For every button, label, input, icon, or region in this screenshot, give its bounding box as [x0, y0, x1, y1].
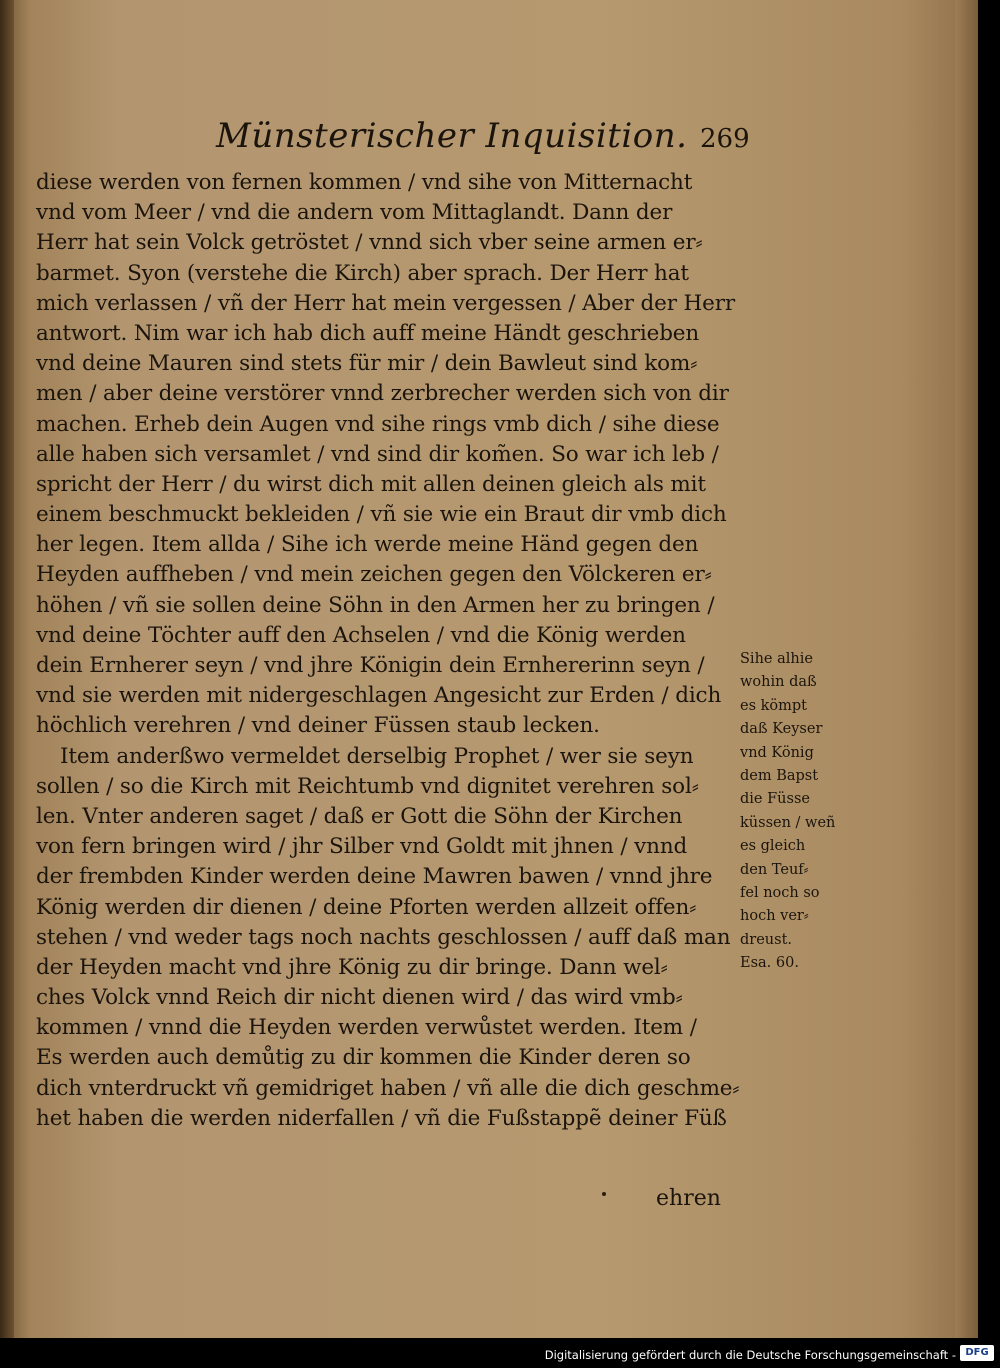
- page-gutter-shadow: [0, 0, 14, 1338]
- catchword: ehren: [656, 1186, 721, 1211]
- text-line: antwort. Nim war ich hab dich auff meine Händt geschrieben: [36, 320, 700, 346]
- running-title: Münsterischer Inquisition.: [216, 116, 688, 156]
- text-line: sollen / so die Kirch mit Reichtumb vnd dignitet verehren sol⸗: [36, 773, 699, 799]
- text-line: Item anderßwo vermeldet derselbig Prophet / wer sie seyn: [60, 743, 694, 769]
- text-line: len. Vnter anderen saget / daß er Gott die Söhn der Kirchen: [36, 803, 683, 829]
- page-right-edge: [955, 0, 978, 1338]
- text-line: stehen / vnd weder tags noch nachts geschlossen / auff daß man: [36, 924, 731, 950]
- text-line: einem beschmuckt bekleiden / vñ sie wie ein Braut dir vmb dich: [36, 502, 727, 528]
- text-line: machen. Erheb dein Augen vnd sihe rings vmb dich / sihe diese: [36, 411, 720, 437]
- text-line: dein Ernherer seyn / vnd jhre Königin dein Ernhererinn seyn /: [36, 653, 705, 678]
- text-line: mich verlassen / vñ der Herr hat mein vergessen / Aber der Herr: [36, 290, 735, 316]
- margin-note-line: es kömpt: [740, 697, 808, 714]
- text-line: vnd deine Töchter auff den Achselen / vnd die König werden: [36, 622, 686, 648]
- text-line: diese werden von fernen kommen / vnd sihe von Mitternacht: [36, 170, 693, 195]
- text-line: her legen. Item allda / Sihe ich werde meine Händ gegen den: [36, 532, 699, 558]
- text-line: vnd deine Mauren sind stets für mir / dein Bawleut sind kom⸗: [36, 351, 698, 377]
- page-header: [216, 110, 776, 160]
- text-line: der Heyden macht vnd jhre König zu dir bringe. Dann wel⸗: [36, 954, 668, 980]
- footer-credit: Digitalisierung gefördert durch die Deutsche Forschungsgemeinschaft -: [544, 1348, 956, 1362]
- margin-note-line: fel noch so: [740, 884, 820, 901]
- text-line: höchlich verehren / vnd deiner Füssen staub lecken.: [36, 713, 600, 739]
- margin-note-line: küssen / weñ: [740, 814, 836, 831]
- margin-note-line: wohin daß: [740, 674, 817, 691]
- text-line: höhen / vñ sie sollen deine Söhn in den Armen her zu bringen /: [36, 592, 715, 618]
- text-line: kommen / vnnd die Heyden werden verwůstet werden. Item /: [36, 1015, 697, 1041]
- margin-note-line: hoch ver⸗: [740, 908, 809, 925]
- margin-note-line: vnd König: [740, 744, 814, 761]
- text-line: men / aber deine verstörer vnnd zerbrecher werden sich von dir: [36, 381, 729, 407]
- text-line: von fern bringen wird / jhr Silber vnd Goldt mit jhnen / vnnd: [36, 834, 688, 860]
- text-line: vnd vom Meer / vnd die andern vom Mittaglandt. Dann der: [36, 200, 673, 226]
- text-line: Heyden auffheben / vnd mein zeichen gegen den Völckeren er⸗: [36, 562, 712, 588]
- margin-note-line: dreust.: [740, 931, 793, 948]
- text-line: alle haben sich versamlet / vnd sind dir kom̃en. So war ich leb /: [36, 441, 719, 467]
- text-line: vnd sie werden mit nidergeschlagen Angesicht zur Erden / dich: [36, 683, 722, 709]
- text-line: ches Volck vnnd Reich dir nicht dienen wird / das wird vmb⸗: [36, 985, 683, 1011]
- margin-note-line: den Teuf⸗: [740, 861, 809, 878]
- margin-note-line: daß Keyser: [740, 721, 823, 738]
- dfg-logo: DFG: [960, 1345, 994, 1361]
- text-line: dich vnterdruckt vñ gemidriget haben / vñ alle die dich geschme⸗: [36, 1075, 740, 1101]
- main-text-block: [36, 168, 756, 1134]
- ink-dot: [602, 1192, 606, 1196]
- margin-note-line: es gleich: [740, 838, 806, 855]
- margin-note-line: dem Bapst: [740, 767, 819, 784]
- footer-bar: [0, 1338, 1000, 1368]
- text-line: spricht der Herr / du wirst dich mit allen deinen gleich als mit: [36, 471, 706, 497]
- text-line: Es werden auch demůtig zu dir kommen die Kinder deren so: [36, 1045, 691, 1071]
- margin-note-line: die Füsse: [740, 791, 810, 808]
- text-line: het haben die werden niderfallen / vñ die Fußstappẽ deiner Füß: [36, 1105, 727, 1131]
- text-line: barmet. Syon (verstehe die Kirch) aber sprach. Der Herr hat: [36, 260, 689, 286]
- page-number: 269: [700, 124, 750, 154]
- margin-note: [740, 648, 860, 975]
- text-line: König werden dir dienen / deine Pforten werden allzeit offen⸗: [36, 894, 697, 920]
- margin-note-line: Esa. 60.: [740, 955, 799, 972]
- text-line: Herr hat sein Volck getröstet / vnnd sich vber seine armen er⸗: [36, 230, 703, 256]
- margin-note-line: Sihe alhie: [740, 651, 813, 667]
- text-line: der frembden Kinder werden deine Mawren bawen / vnnd jhre: [36, 864, 713, 890]
